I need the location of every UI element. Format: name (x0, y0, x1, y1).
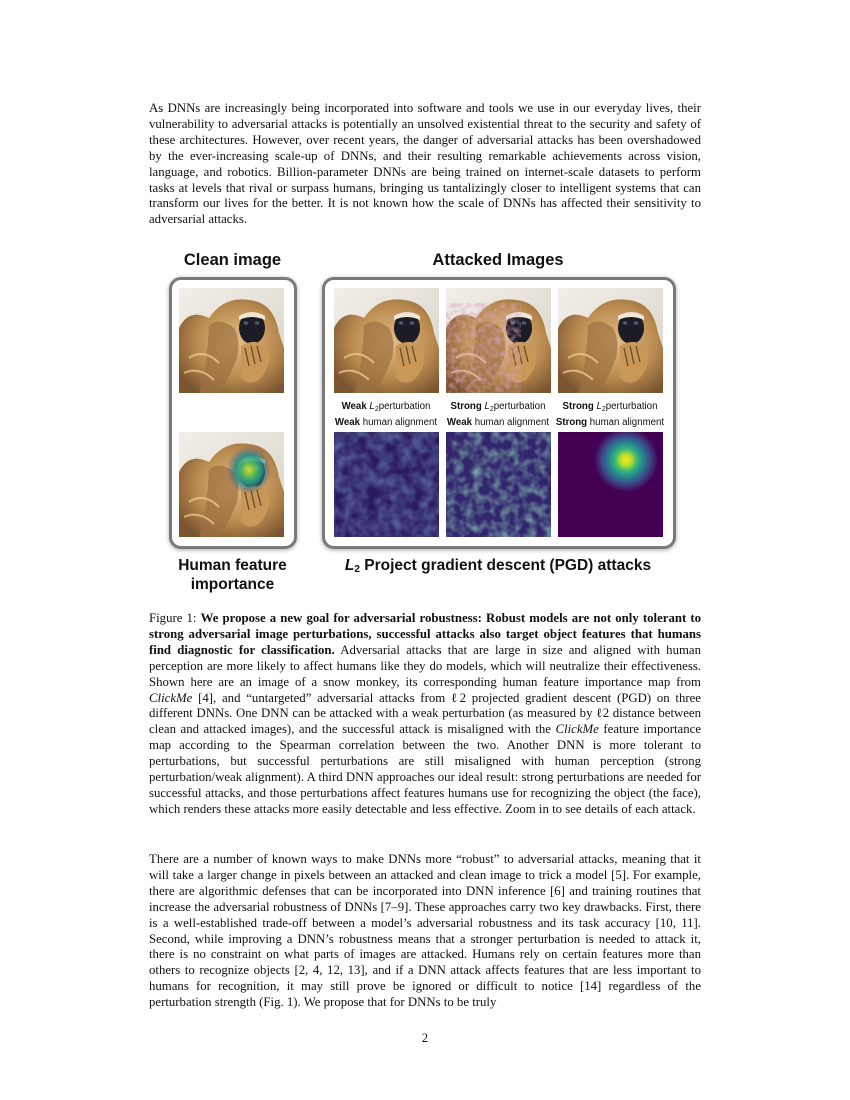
attack-label-3: Strong $L_2perturbation$ Strong human alignment (555, 401, 665, 428)
attacked-image-strong-strong (558, 288, 663, 393)
clean-image-title: Clean image (183, 251, 282, 269)
figure-caption: Figure 1: We propose a new goal for adversarial robustness: Robust models are not only tolerant to strong adversarial image perturbations, successful attacks also target object features that humans find diagnostic for classification. Adversarial attacks that are large in size and aligned with human perception are more likely to affect humans like they do models, which will neutralize their effectiveness. Shown here are an image of a snow monkey, its corresponding human feature importance map from ClickMe [4], and “untargeted” adversarial attacks from ℓ2 projected gradient descent (PGD) on three different DNNs. One DNN can be attacked with a weak perturbation (as measured by ℓ2 distance between clean and attacked images), and the successful attack is misaligned with the ClickMe feature importance map according to the Spearman correlation between the two. Another DNN is more tolerant to perturbations, but successful perturbations are still misaligned with human perception (strong perturbation/weak alignment). A third DNN approaches our ideal result: strong perturbations are needed for successful attacks, and those perturbations affect features humans use for recognizing the object (the face), which renders these attacks more easily detectable and less effective. Zoom in to see details of each attack. (149, 611, 701, 816)
clean-monkey-image (179, 288, 284, 393)
attack-label-2: Strong $L_2perturbation$ Weak human alignment (446, 401, 550, 428)
attacked-images-title: Attacked Images (432, 251, 564, 269)
perturbation-map-weak-weak (334, 432, 439, 537)
perturbation-map-strong-weak (446, 432, 551, 537)
page-number: 2 (421, 1031, 429, 1045)
perturbation-map-strong-strong (558, 432, 663, 537)
attacked-image-weak-weak (334, 288, 439, 393)
body-paragraph-1: As DNNs are increasingly being incorporated into software and tools we use in our everyday lives, their vulnerability to adversarial attacks is potentially an unsolved existential threat to the security and safety of these architectures. However, over recent years, the danger of adversarial attacks has been overshadowed by the ever-increasing scale-up of DNNs, and their resulting remarkable achievements across vision, language, and robotics. Billion-parameter DNNs are being trained on internet-scale datasets to perform tasks at levels that rival or surpass humans, bringing us tantalizingly closer to intelligent systems that can transform our lives for the better. It is not known how the scale of DNNs has affected their sensitivity to adversarial attacks. (149, 101, 701, 227)
human-feature-label: Human feature importance (178, 557, 287, 593)
attacked-image-strong-weak (446, 288, 551, 393)
attack-label-1: Weak $L_2perturbation$ Weak human alignment (334, 401, 438, 428)
pgd-attacks-label: $L_2$ Project gradient descent (PGD) attacks (344, 557, 652, 575)
human-feature-importance-image (179, 432, 284, 537)
body-paragraph-2: There are a number of known ways to make DNNs more “robust” to adversarial attacks, meaning that it will take a larger change in pixels between an attacked and clean image to trick a model [5]. For example, there are algorithmic defenses that can be incorporated into DNN inference [6] and training routines that increase the adversarial robustness of DNNs [7–9]. These approaches carry two key drawbacks. First, there is a well-established trade-off between a model’s adversarial robustness and its task accuracy [10, 11]. Second, while improving a DNN’s robustness means that a stronger perturbation is needed to attack it, there is no constraint on what parts of images are attacked. Humans rely on certain features more than others to recognize objects [2, 4, 12, 13], and if a DNN attack affects features that are less important to humans for recognition, it may still prove be ignored or difficult to notice [14] regardless of the perturbation strength (Fig. 1). We propose that for DNNs to be truly (149, 852, 701, 1010)
